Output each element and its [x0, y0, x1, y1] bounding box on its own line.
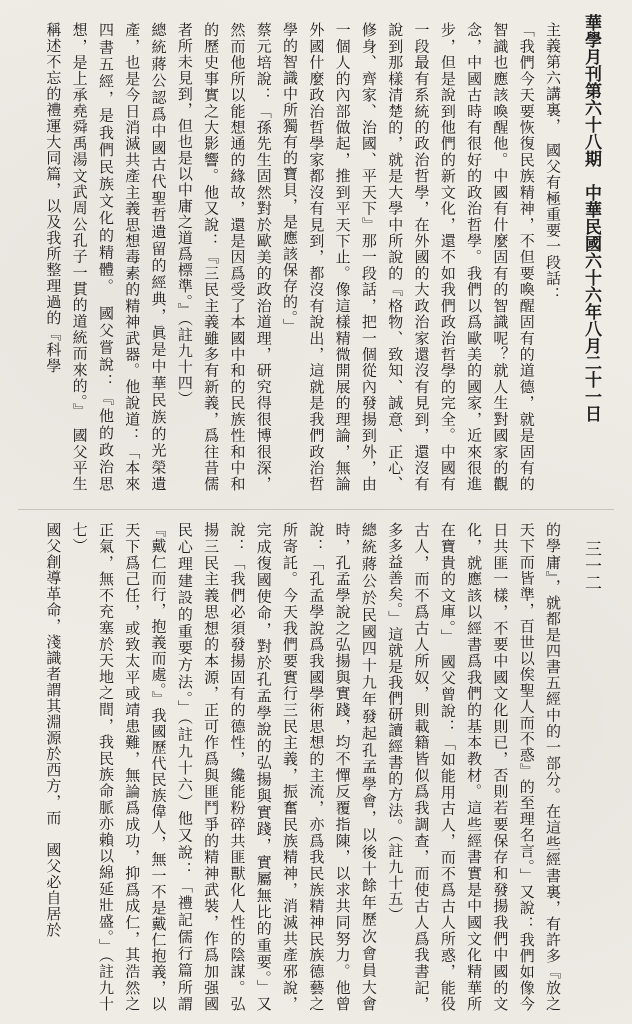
page-header [578, 14, 604, 514]
section-divider [18, 509, 614, 510]
paragraph: 蔡元培說：「孫先生固然對於歐美的政治道理，研究得很博很深，然而他所以能想通的緣故，還是因爲受了本國中和的民族性和中和的歷史事實之大影響。他又說：『三民主義雖多有新義，爲往昔儒者所未見到，但也是以中庸之道爲標準。』（註九十四） [175, 22, 273, 492]
paragraph: 總統蔣公於民國四十九年發起孔孟學會，以後十餘年歷次會員大會時，孔孟學說之弘揚與實踐，均不憚反覆指陳，以求共同努力。他曾說：「孔孟學說爲我國學術思想的主流，亦爲我民族精神民族德藝之所寄託。今天我們要實行三民主義，振奮民族精神，消滅共產邪說，完成復國使命，對於孔孟學說的弘揚與實踐，實屬無比的重要。」又說：「我們必須發揚固有的德性，纔能粉碎共匪獸化人性的陰謀。弘揚三民主義思想的本源，正可作爲與匪鬥爭的精神武裝，作爲加强國民心理建設的重要方法。」（註九十六）他又說：「禮記儒行篇所謂『戴仁而行，抱義而處。』我國歷代民族偉人，無一不是戴仁抱義，以天下爲己任，或致太平或靖患難，無論爲成功，抑爲成仁，其浩然之正氣，無不充塞於天地之間，我民族命脈亦賴以綿延壯盛。」（註九十七） [70, 522, 378, 1012]
journal-issue: 華學月刊第六十八期 [581, 14, 601, 167]
paragraph: 主義第六講裏， 國父有極重要一段話： [544, 22, 562, 303]
bottom-text-block [26, 522, 566, 1012]
publication-date: 中華民國六十六年八月二十一日 [581, 184, 601, 422]
paragraph: 總統蔣公認爲中國古代聖哲遺留的經典，眞是中華民族的光榮遺產，也是今日消滅共產主義思想毒素的精神武器。他說道：「本來四書五經，是我們民族文化的精體。 國父嘗說：『他的政治思想，是上承堯舜禹湯文武周公孔子一貫的道統而來的。』 國父平生稱述不忘的禮運大同篇，以及我所整理過的『科學 [44, 22, 168, 492]
page-number: 三一二 [581, 540, 601, 591]
paragraph: 國父創導革命，淺識者謂其淵源於西方，而 國父必自居於 [44, 522, 63, 938]
paragraph: 「我們今天要恢復民族精神，不但要喚醒固有的道德，就是固有的智識也應該喚醒他。中國有什麼固有的智識呢？就人生對國家的觀念，中國古時有很好的政治哲學。我們以爲歐美的國家，近來很進步，但是說到他們的新文化，還不如我們政治哲學的完全。中國有一段最有系統的政治哲學，在外國的大政治家還沒有見到，還沒有說到那樣清楚的，就是大學中所說的『格物、致知、誠意、正心、修身、齊家、治國、平天下』那一段話，把一個從內發揚到外，由一個人的內部做起，推到平天下止。像這樣精微開展的理論，無論外國什麼政治哲學家都沒有見到，都沒有說出，這就是我們政治哲學的智識中所獨有的寶貝，是應該保存的。」 [281, 22, 536, 492]
paragraph: 的學庸』，就都是四書五經中的一部分。在這些經書裏，有許多『放之天下而皆準，百世以俟聖人而不惑』的至理名言。」又說：我們如像今日共匪一樣，不要中國文化則已，否則若要保存和發揚我們中國的文化，就應該以經書爲我們的基本教材。這些經書實是中國文化精華所在寶貴的文庫。」 國父曾說：「如能用古人，而不爲古人所惑，能役古人，而不爲古人所奴，則載籍皆似爲我調查，而使古人爲我書記，多多益善矣。」這就是我們研讀經書的方法。（註九十五） [386, 522, 562, 1012]
top-text-block [44, 22, 566, 492]
